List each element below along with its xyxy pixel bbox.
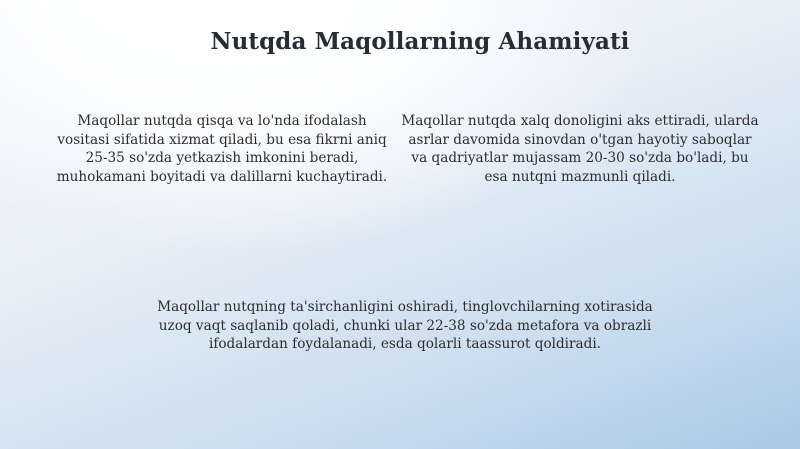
paragraph-bottom: Maqollar nutqning ta'sirchanligini oshiradi, tinglovchilarning xotirasida uzoq vaqt saqlanib qoladi, chunki ular 22-38 so'zda metafora va obrazli ifodalardan foydalanadi, esda qolarli taassurot qoldiradi.: [157, 299, 653, 352]
slide-title: Nutqda Maqollarning Ahamiyati: [210, 28, 630, 55]
paragraph-left: Maqollar nutqda qisqa va lo'nda ifodalash vositasi sifatida xizmat qiladi, bu esa fikrni aniq 25-35 so'zda yetkazish imkonini beradi, muhokamani boyitadi va dalillarni kuchaytiradi.: [56, 113, 388, 185]
paragraph-right: Maqollar nutqda xalq donoligini aks ettiradi, ularda asrlar davomida sinovdan o'tgan hayotiy saboqlar va qadriyatlar mujassam 20-30 so'zda bo'ladi, bu esa nutqni mazmunli qiladi.: [401, 113, 759, 185]
